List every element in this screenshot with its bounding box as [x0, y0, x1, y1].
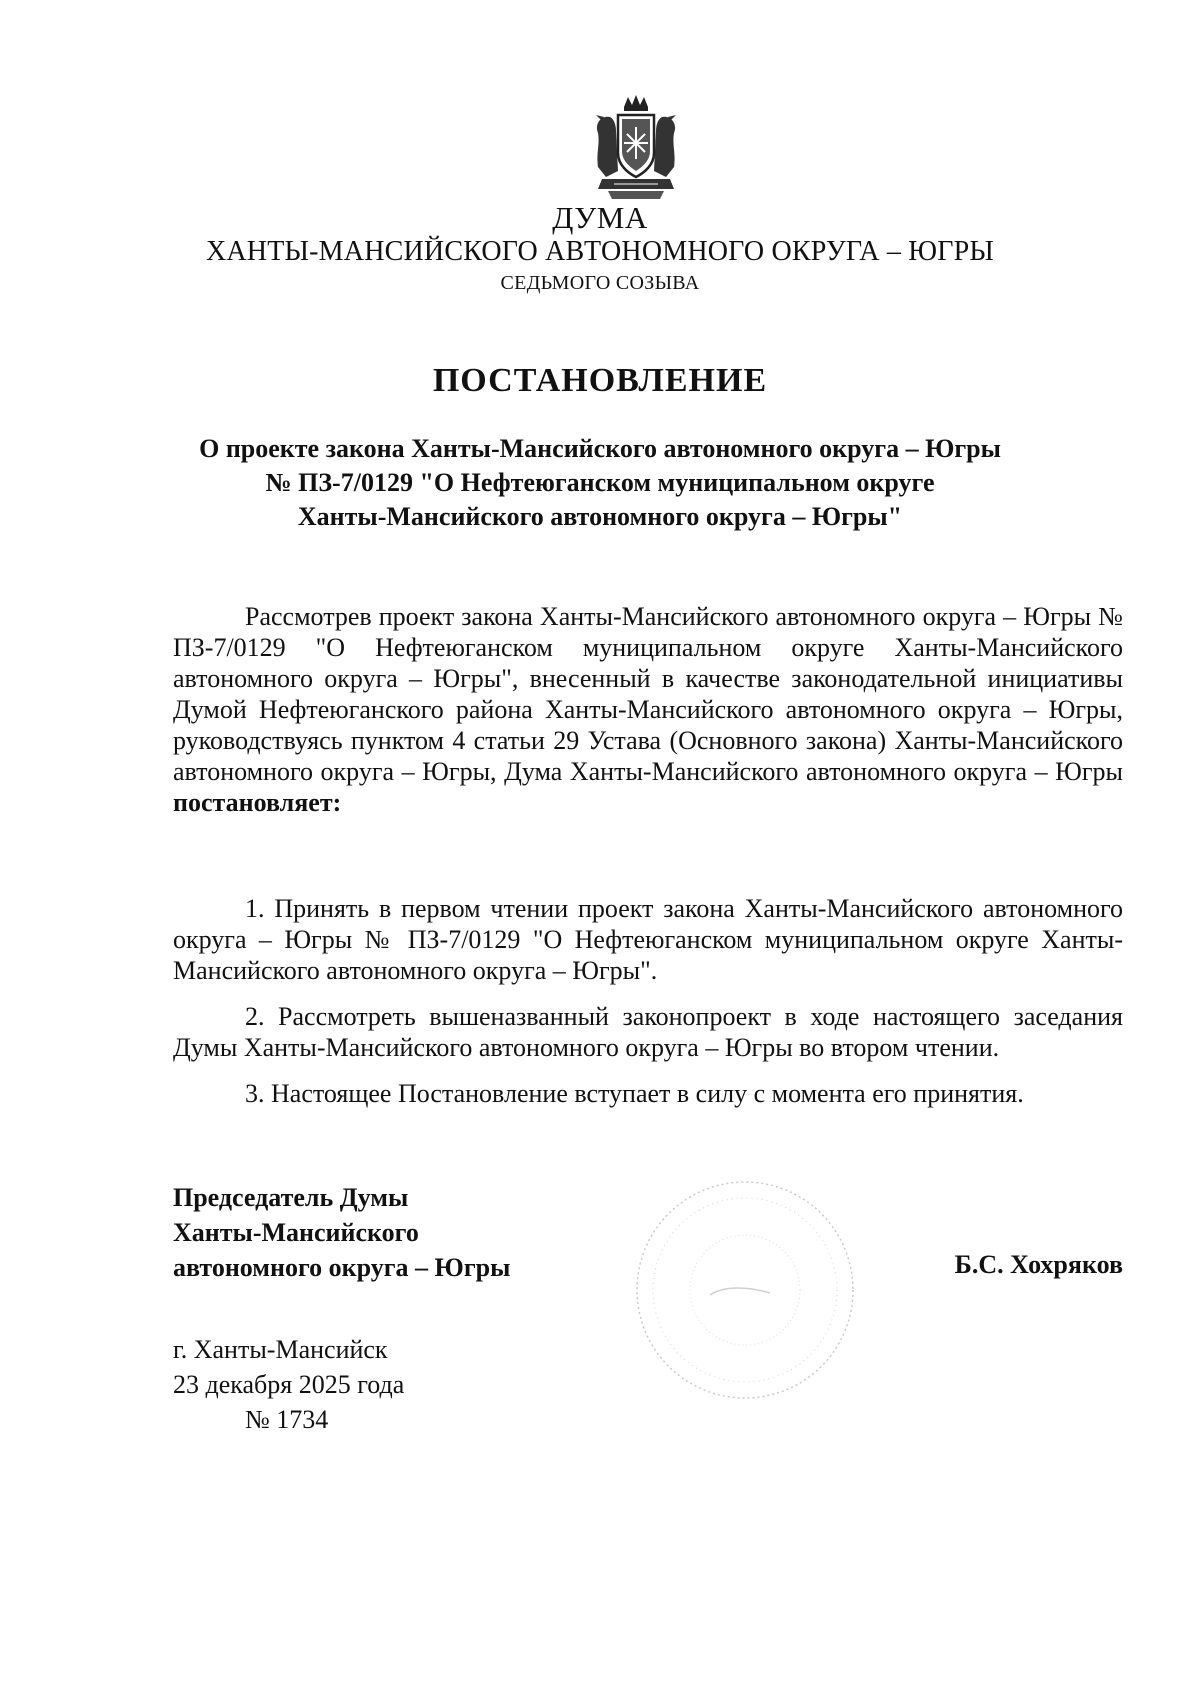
signatory-title-line: Ханты-Мансийского: [173, 1218, 419, 1247]
signatory-title: [173, 1180, 510, 1285]
preamble-text: Рассмотрев проект закона Ханты-Мансийского автономного округа – Югры № ПЗ-7/0129 "О Нефтеюганском муниципальном округе Ханты-Мансийского автономного округа – Югры", внесенный в качестве законодательной инициативы Думой Нефтеюганского района Ханты-Мансийского автономного округа – Югры, руководствуясь пунктом 4 статьи 29 Устава (Основного закона) Ханты-Мансийского автономного округа – Югры, Дума Ханты-Мансийского автономного округа – Югры: [173, 602, 1123, 786]
signatory-name: Б.С. Хохряков: [954, 1250, 1123, 1279]
org-name: ДУМА: [552, 200, 648, 235]
document-date: 23 декабря 2025 года: [173, 1370, 405, 1399]
subject-line: № ПЗ-7/0129 "О Нефтеюганском муниципальном округе: [265, 468, 935, 497]
document-footer: [173, 1332, 404, 1437]
convocation: СЕДЬМОГО СОЗЫВА: [500, 272, 700, 294]
preamble-paragraph: [173, 601, 1123, 818]
official-seal-icon: [630, 1175, 860, 1405]
resolution-item-2: 2. Рассмотреть вышеназванный законопроект в ходе настоящего заседания Думы Ханты-Мансийского автономного округа – Югры во втором чтении.: [173, 1002, 1123, 1062]
region-name: ХАНТЫ-МАНСИЙСКОГО АВТОНОМНОГО ОКРУГА – ЮГРЫ: [205, 236, 995, 267]
resolution-item-1: 1. Принять в первом чтении проект закона Ханты-Мансийского автономного округа – Югры № ПЗ-7/0129 "О Нефтеюганском муниципальном округе Ханты-Мансийского автономного округа – Югры".: [173, 894, 1123, 985]
coat-of-arms-icon: [588, 93, 684, 203]
city: г. Ханты-Мансийск: [173, 1335, 388, 1364]
document-number: № 1734: [245, 1405, 329, 1434]
signatory-title-line: Председатель Думы: [173, 1183, 409, 1212]
decree-word: постановляет:: [173, 788, 342, 817]
subject-line: Ханты-Мансийского автономного округа – Югры": [297, 502, 903, 531]
subject-line: О проекте закона Ханты-Мансийского автономного округа – Югры: [199, 434, 1001, 463]
resolution-item-3: 3. Настоящее Постановление вступает в силу с момента его принятия.: [245, 1079, 1024, 1108]
signatory-title-line: автономного округа – Югры: [173, 1253, 511, 1282]
document-subject: [150, 432, 1050, 534]
document-type: ПОСТАНОВЛЕНИЕ: [432, 362, 768, 399]
